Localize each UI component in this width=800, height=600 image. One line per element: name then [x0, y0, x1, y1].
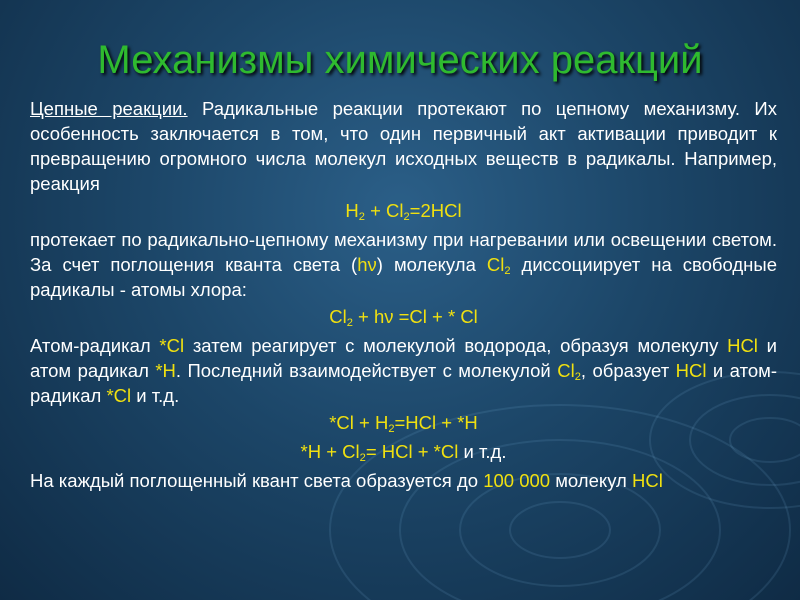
eq1-h: H	[345, 200, 359, 221]
p4-hcl: HCl	[631, 470, 663, 491]
p3-text-7: и т.д.	[131, 385, 180, 406]
eq2-cl: Cl	[329, 306, 347, 327]
paragraph-quantum-yield	[30, 468, 777, 493]
p4-text-2: молекул	[550, 470, 632, 491]
p3-text-5: , образует	[580, 360, 676, 381]
p3-cl2: Cl	[557, 360, 575, 381]
equation-h2-cl2	[30, 198, 777, 223]
p2-hv: hν	[357, 254, 377, 275]
p3-cl-radical-2: *Cl	[106, 385, 132, 406]
p3-text-2: затем реагирует с молекулой водорода, образуя молекулу	[184, 335, 728, 356]
eq2-rest: + hν =Cl + * Cl	[352, 306, 478, 327]
p3-cl-radical: *Cl	[159, 335, 185, 356]
eq3-a: *Cl + H	[329, 412, 389, 433]
paragraph-chain-reactions	[30, 96, 777, 196]
equation-cl-radical-h2	[30, 410, 777, 435]
p3-text-4: . Последний взаимодействует с молекулой	[175, 360, 558, 381]
p3-h-radical: *H	[155, 360, 176, 381]
slide-content	[30, 96, 777, 493]
equation-cl2-dissociation	[30, 304, 777, 329]
p4-text-1: На каждый поглощенный квант света образуется до	[30, 470, 484, 491]
p3-cl2-sub: 2	[574, 370, 581, 383]
p3-text-3: и атом радикал	[30, 335, 778, 381]
eq4-tail: и т.д.	[458, 441, 507, 462]
p3-hcl: HCl	[727, 335, 758, 356]
equation-h-radical-cl2	[30, 439, 777, 464]
eq4-b: = HCl + *Cl	[365, 441, 459, 462]
p2-cl-sub: 2	[504, 264, 511, 277]
eq1-rest: =2HCl	[409, 200, 462, 221]
eq3-a-sub: 2	[388, 422, 395, 435]
paragraph-radical-steps	[30, 333, 777, 408]
chain-reactions-label: Цепные реакции.	[30, 98, 188, 119]
paragraph-1-text: Радикальные реакции протекают по цепному механизму. Их особенность заключается в том, что один первичный акт активации приводит к превращению огромного числа молекул исходных веществ в радикалы. Например, реакция	[30, 98, 777, 194]
p2-cl: Cl	[486, 254, 505, 275]
eq3-b: =HCl + *H	[394, 412, 478, 433]
eq4-a-sub: 2	[359, 451, 366, 464]
p3-hcl-2: HCl	[675, 360, 707, 381]
eq4-a: *H + Cl	[300, 441, 360, 462]
paragraph-mechanism	[30, 227, 777, 302]
eq1-cl-sub: 2	[403, 210, 410, 223]
p2-text-3: диссоциирует на свободные радикалы - атомы хлора:	[30, 254, 777, 300]
p2-text-2: ) молекула	[376, 254, 487, 275]
p3-text-6: и атом-радикал	[30, 360, 777, 406]
eq2-cl-sub: 2	[346, 316, 353, 329]
eq1-cl: + Cl	[364, 200, 404, 221]
slide-title: Механизмы химических реакций	[97, 38, 703, 82]
p3-text-1: Атом-радикал	[30, 335, 160, 356]
p2-text-1: протекает по радикально-цепному механизму при нагревании или освещении светом. За счет поглощения кванта света (	[30, 229, 777, 275]
p4-number: 100 000	[483, 470, 551, 491]
eq1-h-sub: 2	[358, 210, 365, 223]
